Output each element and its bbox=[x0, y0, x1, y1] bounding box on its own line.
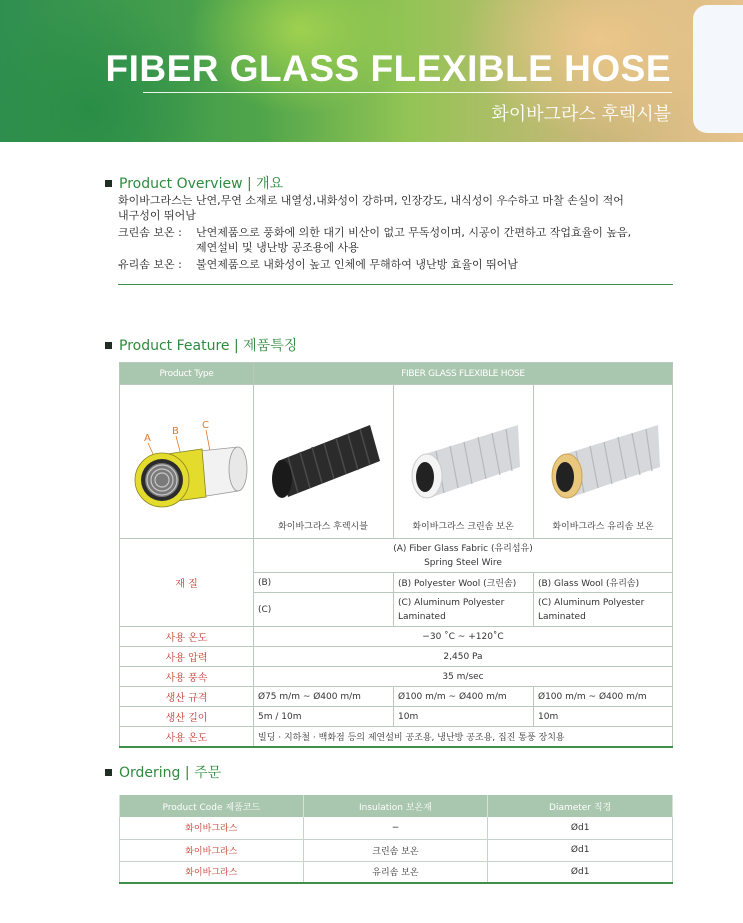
page-title: FIBER GLASS FLEXIBLE HOSE bbox=[105, 48, 671, 89]
feature-title-en: Product Feature bbox=[119, 338, 230, 354]
feature-table bbox=[119, 362, 673, 748]
order-diameter: Ød1 bbox=[488, 839, 673, 861]
material-c-clean bbox=[394, 593, 534, 627]
overview-row-clean bbox=[118, 225, 678, 255]
hose-plain-photo bbox=[254, 385, 393, 538]
diagram-label-b: B bbox=[172, 426, 179, 437]
overview-title-en: Product Overview bbox=[119, 176, 243, 192]
length-plain: 5m / 10m bbox=[254, 707, 394, 727]
square-bullet-icon bbox=[105, 769, 112, 776]
col-diameter: Diameter 직경 bbox=[488, 795, 673, 817]
spec-label-velocity: 사용 풍속 bbox=[120, 667, 254, 687]
size-glass: Ø100 m/m ~ Ø400 m/m bbox=[534, 687, 673, 707]
material-b-glass: (B) Glass Wool (유리솜) bbox=[534, 573, 673, 593]
caption-clean: 화이바그라스 크린솜 보온 bbox=[412, 522, 514, 532]
spec-value-velocity: 35 m/sec bbox=[254, 667, 673, 687]
overview-intro-2: 내구성이 뛰어남 bbox=[118, 209, 196, 222]
material-c-glass bbox=[534, 593, 673, 627]
size-label: 생산 규격 bbox=[120, 687, 254, 707]
caption-glass: 화이바그라스 유리솜 보온 bbox=[552, 522, 654, 532]
overview-row-glass bbox=[118, 257, 678, 272]
material-b-clean: (B) Polyester Wool (크린솜) bbox=[394, 573, 534, 593]
spec-value-pressure: 2,450 Pa bbox=[254, 647, 673, 667]
spec-value-temp: −30 ˚C ~ +120˚C bbox=[254, 627, 673, 647]
order-diameter: Ød1 bbox=[488, 861, 673, 883]
material-c-plain: (C) bbox=[254, 593, 394, 627]
col-insulation: Insulation 보온재 bbox=[303, 795, 488, 817]
col-product-name: FIBER GLASS FLEXIBLE HOSE bbox=[254, 363, 673, 385]
caption-plain: 화이바그라스 후렉시블 bbox=[278, 522, 368, 532]
diagram-label-c: C bbox=[202, 420, 209, 431]
ordering-heading: Ordering | 주문 bbox=[105, 762, 221, 782]
overview-text-line: 난연제품으로 풍화에 의한 대기 비산이 없고 무독성이며, 시공이 간편하고 작업효율이 높음, bbox=[196, 226, 632, 239]
spec-label-temp: 사용 온도 bbox=[120, 627, 254, 647]
length-clean: 10m bbox=[394, 707, 534, 727]
size-plain: Ø75 m/m ~ Ø400 m/m bbox=[254, 687, 394, 707]
overview-text-line: 제연설비 및 냉난방 공조용에 사용 bbox=[196, 241, 359, 254]
feature-title-kr: 제품특징 bbox=[243, 338, 298, 354]
overview-label: 유리솜 보온 : bbox=[118, 258, 182, 271]
overview-intro-1: 화이바그라스는 난연,무연 소재로 내열성,내화성이 강하며, 인장강도, 내식성이 우수하고 마찰 손실이 적어 bbox=[118, 194, 624, 207]
order-code: 화이바그라스 bbox=[120, 839, 304, 861]
material-c-glass-line-2: Laminated bbox=[538, 611, 586, 622]
square-bullet-icon bbox=[105, 180, 112, 187]
material-c-glass-line-1: (C) Aluminum Polyester bbox=[538, 597, 645, 608]
overview-title-kr: 개요 bbox=[256, 176, 284, 192]
length-glass: 10m bbox=[534, 707, 673, 727]
hose-diagram-cell bbox=[120, 385, 254, 539]
square-bullet-icon bbox=[105, 342, 112, 349]
order-diameter: Ød1 bbox=[488, 817, 673, 839]
material-c-clean-line-2: Laminated bbox=[398, 611, 446, 622]
material-c-clean-line-1: (C) Aluminum Polyester bbox=[398, 597, 505, 608]
material-a-line-1: (A) Fiber Glass Fabric (유리섬유) bbox=[393, 543, 533, 554]
size-clean: Ø100 m/m ~ Ø400 m/m bbox=[394, 687, 534, 707]
overview-label: 크린솜 보온 : bbox=[118, 226, 182, 239]
page-subtitle: 화이바그라스 후렉시블 bbox=[491, 104, 671, 125]
overview-text-line: 불연제품으로 내화성이 높고 인체에 무해하여 냉난방 효율이 뛰어남 bbox=[196, 258, 519, 271]
material-label: 재 질 bbox=[120, 539, 254, 627]
ordering-title-en: Ordering bbox=[119, 765, 181, 781]
order-code: 화이바그라스 bbox=[120, 817, 304, 839]
overview-text bbox=[118, 193, 678, 272]
length-label: 생산 길이 bbox=[120, 707, 254, 727]
ordering-table bbox=[119, 795, 673, 884]
diagram-label-a: A bbox=[144, 433, 151, 444]
use-value: 빌딩 · 지하철 · 백화점 등의 제연설비 공조용, 냉난방 공조용, 집진 통풍 장치용 bbox=[254, 727, 673, 747]
overview-heading: Product Overview | 개요 bbox=[105, 173, 283, 193]
hose-glass-photo bbox=[534, 385, 672, 538]
product-photo-cell-glass bbox=[534, 385, 673, 539]
material-b-plain: (B) bbox=[254, 573, 394, 593]
product-photo-cell-clean bbox=[394, 385, 534, 539]
order-insulation: − bbox=[303, 817, 488, 839]
side-tab bbox=[693, 5, 743, 133]
overview-divider bbox=[118, 284, 673, 285]
feature-heading: Product Feature | 제품특징 bbox=[105, 335, 297, 355]
table-row bbox=[120, 861, 673, 883]
col-product-code: Product Code 제품코드 bbox=[120, 795, 304, 817]
col-product-type: Product Type bbox=[120, 363, 254, 385]
order-code: 화이바그라스 bbox=[120, 861, 304, 883]
hose-cross-section-diagram bbox=[120, 385, 250, 538]
order-insulation: 크린솜 보온 bbox=[303, 839, 488, 861]
use-label: 사용 온도 bbox=[120, 727, 254, 747]
material-a bbox=[254, 539, 673, 573]
table-row bbox=[120, 839, 673, 861]
table-row bbox=[120, 817, 673, 839]
product-photo-cell-plain bbox=[254, 385, 394, 539]
header-banner bbox=[0, 0, 743, 142]
ordering-title-kr: 주문 bbox=[194, 765, 222, 781]
order-insulation: 유리솜 보온 bbox=[303, 861, 488, 883]
spec-label-pressure: 사용 압력 bbox=[120, 647, 254, 667]
title-divider bbox=[143, 92, 672, 93]
material-a-line-2: Spring Steel Wire bbox=[424, 557, 502, 568]
hose-clean-photo bbox=[394, 385, 533, 538]
